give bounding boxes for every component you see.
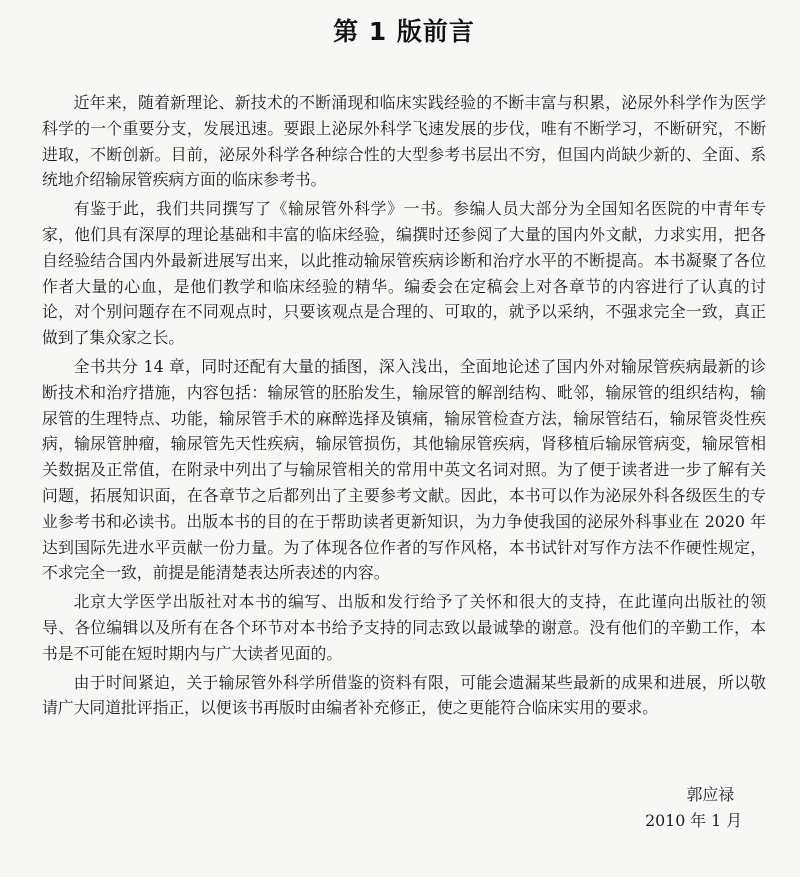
- paragraph-2: 有鉴于此，我们共同撰写了《输尿管外科学》一书。参编人员大部分为全国知名医院的中青年专家，他们具有深厚的理论基础和丰富的临床经验，编撰时还参阅了大量的国内外文献，力求实用，把各自经验结合国内外最新进展写出来，以此推动输尿管疾病诊断和治疗水平的不断提高。本书凝聚了各位作者大量的心血，是他们教学和临床经验的精华。编委会在定稿会上对各章节的内容进行了认真的讨论，对个别问题存在不同观点时，只要该观点是合理的、可取的，就予以采纳，不强求完全一致，真正做到了集众家之长。: [42, 199, 766, 348]
- paragraph-5: 由于时间紧迫，关于输尿管外科学所借鉴的资料有限，可能会遗漏某些最新的成果和进展，所以敬请广大同道批评指正，以便该书再版时由编者补充修正，使之更能符合临床实用的要求。: [42, 672, 766, 718]
- signature-block: [645, 782, 742, 834]
- paragraph-1: 近年来，随着新理论、新技术的不断涌现和临床实践经验的不断丰富与积累，泌尿外科学作为医学科学的一个重要分支，发展迅速。要跟上泌尿外科学飞速发展的步伐，唯有不断学习，不断研究，不断进取，不断创新。目前，泌尿外科学各种综合性的大型参考书层出不穷，但国内尚缺少新的、全面、系统地介绍输尿管疾病方面的临床参考书。: [42, 93, 766, 190]
- date: 2010 年 1 月: [645, 811, 742, 830]
- author-name: 郭应禄: [686, 785, 734, 804]
- page-title: 第 1 版前言: [333, 17, 475, 46]
- paragraph-3: 全书共分 14 章，同时还配有大量的插图，深入浅出，全面地论述了国内外对输尿管疾病最新的诊断技术和治疗措施，内容包括：输尿管的胚胎发生，输尿管的解剖结构、毗邻，输尿管的组织结构，输尿管的生理特点、功能，输尿管手术的麻醉选择及镇痛，输尿管检查方法，输尿管结石，输尿管炎性疾病，输尿管肿瘤，输尿管先天性疾病，输尿管损伤，其他输尿管疾病，肾移植后输尿管病变，输尿管相关数据及正常值，在附录中列出了与输尿管相关的常用中英文名词对照。为了便于读者进一步了解有关问题，拓展知识面，在各章节之后都列出了主要参考文献。因此，本书可以作为泌尿外科各级医生的专业参考书和必读书。出版本书的目的在于帮助读者更新知识，为力争使我国的泌尿外科事业在 2020 年达到国际先进水平贡献一份力量。为了体现各位作者的写作风格，本书试针对写作方法不作硬性规定，不求完全一致，前提是能清楚表达所表述的内容。: [42, 356, 766, 583]
- paragraph-4: 北京大学医学出版社对本书的编写、出版和发行给予了关怀和很大的支持，在此谨向出版社的领导、各位编辑以及所有在各个环节对本书给予支持的同志致以最诚挚的谢意。没有他们的辛勤工作，本书是不可能在短时期内与广大读者见面的。: [42, 592, 766, 663]
